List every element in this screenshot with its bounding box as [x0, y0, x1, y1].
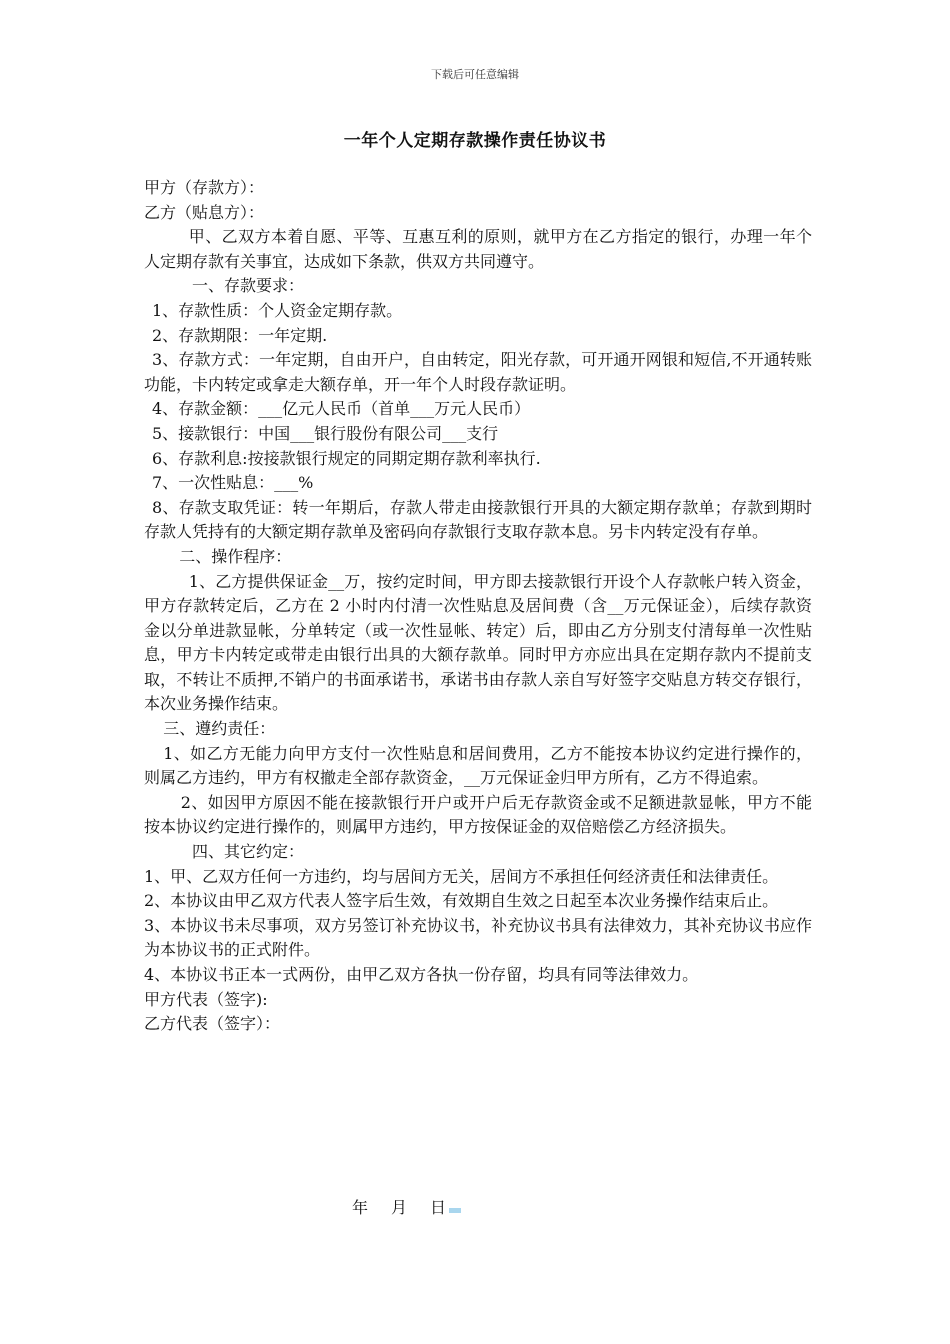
party-a-label: 甲方（存款方）： [144, 178, 265, 197]
signature-date [352, 1195, 461, 1218]
text-cursor-marker [449, 1208, 461, 1213]
section1-item: 5、接款银行：中国___银行股份有限公司___支行 [152, 423, 499, 443]
section1-item: 3、存款方式：一年定期，自由开户，自由转定，阳光存款，可开通开网银和短信,不开通转账功能，卡内转定或拿走大额存单，开一年个人时段存款证明。 [144, 350, 812, 394]
signature-party-a: 甲方代表（签字): [144, 989, 268, 1009]
date-day-label: 日 [430, 1198, 448, 1217]
section1-item: 6、存款利息:按接款银行规定的同期定期存款利率执行. [152, 448, 541, 468]
party-b-label: 乙方（贴息方）： [144, 202, 265, 222]
section1-item: 4、存款金额：___亿元人民币（首单___万元人民币） [152, 399, 531, 419]
section1-heading: 一、存款要求： [192, 276, 305, 296]
date-month-label: 月 [391, 1198, 409, 1217]
section1-item: 2、存款期限：一年定期. [152, 325, 328, 345]
section3-heading: 三、遵约责任： [163, 719, 276, 739]
document-title: 一年个人定期存款操作责任协议书 [343, 131, 607, 151]
section2-paragraph: 1、乙方提供保证金__万，按约定时间，甲方即去接款银行开设个人存款帐户转入资金，甲方存款转定后，乙方在 2 小时内付清一次性贴息及居间费（含__万元保证金），后续存款资金以分单进款显帐，分单转定（或一次性显帐、转定）后，即由乙方分别支付清每单一次性贴息，甲方卡内转定或带走由银行出具的大额存款单。同时甲方亦应出具在定期存款内不提前支取，不转让不质押,不销户的书面承诺书，承诺书由存款人亲自写好签字交贴息方转交存银行，本次业务操作结束。 [144, 571, 812, 714]
intro-paragraph: 甲、乙双方本着自愿、平等、互惠互利的原则，就甲方在乙方指定的银行，办理一年个人定期存款有关事宜，达成如下条款，供双方共同遵守。 [144, 227, 812, 271]
signature-party-b: 乙方代表（签字）： [144, 1014, 281, 1034]
section1-item: 1、存款性质：个人资金定期存款。 [152, 300, 403, 320]
section3-item: 1、如乙方无能力向甲方支付一次性贴息和居间费用，乙方不能按本协议约定进行操作的，则属乙方违约，甲方有权撤走全部存款资金，__万元保证金归甲方所有，乙方不得追索。 [144, 743, 812, 788]
section4-item: 1、甲、乙双方任何一方违约，均与居间方无关，居间方不承担任何经济责任和法律责任。 [144, 866, 779, 886]
section4-item: 4、本协议书正本一式两份，由甲乙双方各执一份存留，均具有同等法律效力。 [144, 965, 699, 984]
section4-item: 3、本协议书未尽事项，双方另签订补充协议书，补充协议书具有法律效力，其补充协议书应作为本协议书的正式附件。 [144, 915, 812, 960]
section1-item: 7、一次性贴息：___% [152, 473, 314, 493]
section3-item: 2、如因甲方原因不能在接款银行开户或开户后无存款资金或不足额进款显帐，甲方不能按本协议约定进行操作的，则属甲方违约，甲方按保证金的双倍赔偿乙方经济损失。 [144, 792, 812, 837]
date-year-label: 年 [352, 1198, 370, 1217]
section2-heading: 二、操作程序： [179, 546, 292, 566]
section4-item: 2、本协议由甲乙双方代表人签字后生效，有效期自生效之日起至本次业务操作结束后止。 [144, 891, 779, 911]
document-body [144, 176, 812, 1037]
header-watermark: 下载后可任意编辑 [431, 68, 519, 81]
section4-heading: 四、其它约定： [192, 842, 305, 862]
section1-item: 8、存款支取凭证：转一年期后，存款人带走由接款银行开具的大额定期存款单；存款到期时存款人凭持有的大额定期存款单及密码向存款银行支取存款本息。另卡内转定没有存单。 [144, 497, 812, 542]
